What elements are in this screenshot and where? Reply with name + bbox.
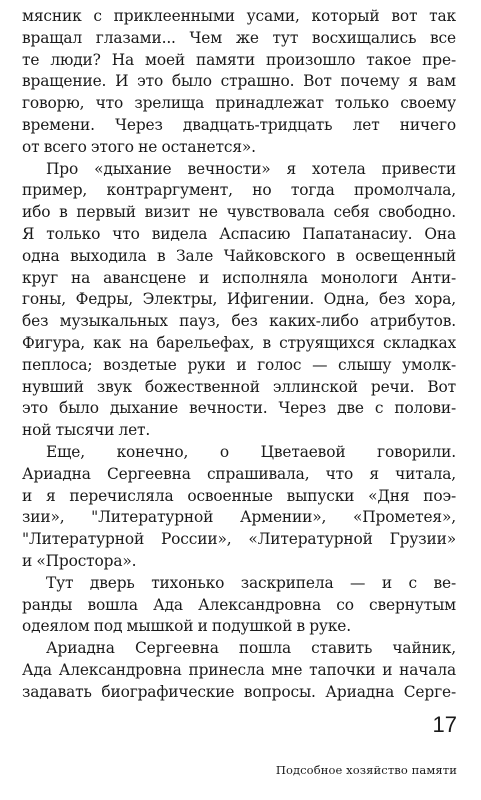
text-line: Еще, конечно, о Цветаевой говорили. <box>46 442 456 461</box>
body-text <box>22 6 456 704</box>
text-line: ранды вошла Ада Александровна со свернутым <box>22 595 456 614</box>
text-line: говорю, что зрелища принадлежат только своему <box>22 94 456 113</box>
text-line: вращал глазами... Чем же тут восхищались все <box>22 28 456 47</box>
text-line: Тут дверь тихонько заскрипела — и с ве- <box>46 573 456 592</box>
text-line: Ада Александровна принесла мне тапочки и начала <box>22 660 456 679</box>
text-line: одна выходила в Зале Чайковского в освещенный <box>22 246 456 265</box>
text-line: ибо в первый визит не чувствовала себя свободно. <box>22 203 456 222</box>
text-line: круг на авансцене и исполняла монологи Анти- <box>22 268 456 287</box>
text-line: от всего этого не останется». <box>22 137 256 156</box>
text-line: Про «дыхание вечности» я хотела привести <box>46 159 456 178</box>
text-line: "Литературной России», «Литературной Грузии» <box>22 530 456 549</box>
running-footer: Подсобное хозяйство памяти <box>275 763 457 777</box>
text-line: это было дыхание вечности. Через две с полови- <box>22 399 456 418</box>
text-line: зии», "Литературной Армении», «Прометея», <box>22 508 456 527</box>
text-line: Ариадна Сергеевна спрашивала, что я читала, <box>22 464 456 483</box>
text-line: ной тысячи лет. <box>22 421 151 440</box>
text-line: и «Простора». <box>22 551 137 570</box>
text-line: мясник с приклеенными усами, который вот так <box>22 7 456 25</box>
text-line: вращение. И это было страшно. Вот почему я вам <box>22 72 456 91</box>
text-line: Я только что видела Аспасию Папатанасиу. Она <box>22 224 456 243</box>
text-line: без музыкальных пауз, без каких-либо атрибутов. <box>22 312 456 331</box>
text-line: и я перечисляла освоенные выпуски «Дня поэ- <box>22 486 456 505</box>
text-line: времени. Через двадцать-тридцать лет ничего <box>22 115 456 134</box>
text-line: те люди? На моей памяти произошло такое пре- <box>22 50 456 69</box>
text-line: Фигура, как на барельефах, в струящихся складках <box>22 333 456 352</box>
text-line: нувший звук божественной эллинской речи. Вот <box>22 377 456 396</box>
text-line: задавать биографические вопросы. Ариадна Серге- <box>22 682 456 701</box>
page-number: 17 <box>432 712 457 737</box>
text-line: гоны, Федры, Электры, Ифигении. Одна, без хора, <box>22 290 456 309</box>
text-line: пример, контраргумент, но тогда промолчала, <box>22 181 456 200</box>
text-line: пеплоса; воздетые руки и голос — слышу умолк- <box>22 355 456 374</box>
text-line: одеялом под мышкой и подушкой в руке. <box>22 617 352 636</box>
text-line: Ариадна Сергеевна пошла ставить чайник, <box>46 639 456 658</box>
